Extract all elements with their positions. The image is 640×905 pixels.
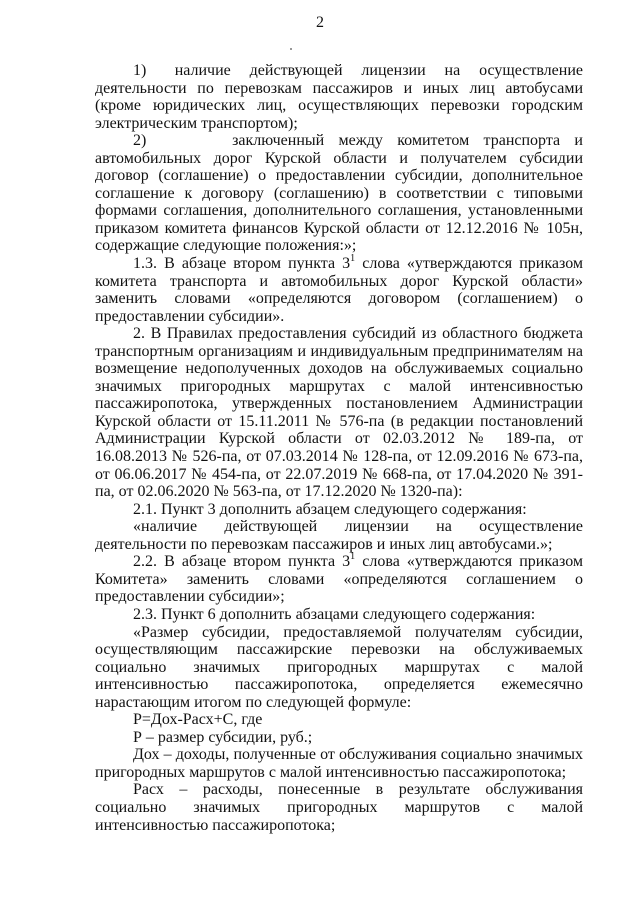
paragraph-1-3-start: 1.3. В абзаце втором пункта 3 xyxy=(133,255,351,273)
formula: Р=Дох-Расх+С, где xyxy=(133,711,263,729)
paragraph-2-2-start: 2.2. В абзаце втором пункта 3 xyxy=(133,553,351,571)
page-number: 2 xyxy=(316,14,324,31)
definition-expenses: Расх – расходы, понесенные в результате обслуживания социально значимых пригородных маршрутов с малой интенсивностью пассажиропотока; xyxy=(95,781,583,834)
superscript-1b: 1 xyxy=(350,550,356,562)
scan-speck xyxy=(290,48,292,50)
superscript-1: 1 xyxy=(350,252,356,264)
paragraph-2: 2. В Правилах предоставления субсидий из областного бюджета транспортным организациям и индивидуальным предпринимателям на возмещение недополученных доходов на обслуживаемых социально значимых пригородных маршрутах с малой интенсивностью пассажиропотока, утвержденных постановлением Администрации Курской области от 15.11.2011 № 576-па (в редакции постановлений Администрации Курской области от 02.03.2012 № 189-па, от 16.08.2013 № 526-па, от 07.03.2014 № 128-па, от 12.09.2016 № 673-па, от 06.06.2017 № 454-па, от 22.07.2019 № 668-па, от 17.04.2020 № 391-па, от 02.06.2020 № 563-па, от 17.12.2020 № 1320-па): xyxy=(95,325,583,501)
paragraph-2-2-rest: слова «утверждаются приказом Комитета» заменить словами «определяются соглашением о предоставлении субсидии»; xyxy=(95,553,584,606)
paragraph-2-1-quote: «наличие действующей лицензии на осуществление деятельности по перевозкам пассажиров и иных лиц автобусами.»; xyxy=(95,518,583,553)
definition-p: Р – размер субсидии, руб.; xyxy=(133,728,313,746)
paragraph-2-3: 2.3. Пункт 6 дополнить абзацами следующего содержания: xyxy=(133,605,536,623)
paragraph-subsidy-size: «Размер субсидии, предоставляемой получателям субсидии, осуществляющим пассажирские перевозки на обслуживаемых социально значимых пригородных маршрутах с малой интенсивностью пассажиропотока, определяется ежемесячно нарастающим итогом по следующей формуле: xyxy=(95,623,583,711)
definition-income: Дох – доходы, полученные от обслуживания социально значимых пригородных маршрутов с малой интенсивностью пассажиропотока; xyxy=(95,746,583,781)
paragraph-1-3 xyxy=(95,252,584,325)
paragraph-item-2: 2) заключенный между комитетом транспорта и автомобильных дорог Курской области и получателем субсидии договор (соглашение) о предоставлении субсидии, дополнительное соглашение к договору (соглашению) в соответствии с типовыми формами соглашения, дополнительного соглашения, установленными приказом комитета финансов Курской области от 12.12.2016 № 105н, содержащие следующие положения:»; xyxy=(95,132,583,255)
paragraph-2-1: 2.1. Пункт 3 дополнить абзацем следующего содержания: xyxy=(133,500,527,518)
paragraph-2-2 xyxy=(95,550,584,606)
paragraph-item-1: 1) наличие действующей лицензии на осуществление деятельности по перевозкам пассажиров и иных лиц автобусами (кроме юридических лиц, осуществляющих перевозки городским электрическим транспортом); xyxy=(95,62,583,132)
document-body xyxy=(95,62,583,834)
paragraph-1-3-rest: слова «утверждаются приказом комитета транспорта и автомобильных дорог Курской области» заменить словами «определяются договором (соглашением) о предоставлении субсидии». xyxy=(95,255,584,325)
